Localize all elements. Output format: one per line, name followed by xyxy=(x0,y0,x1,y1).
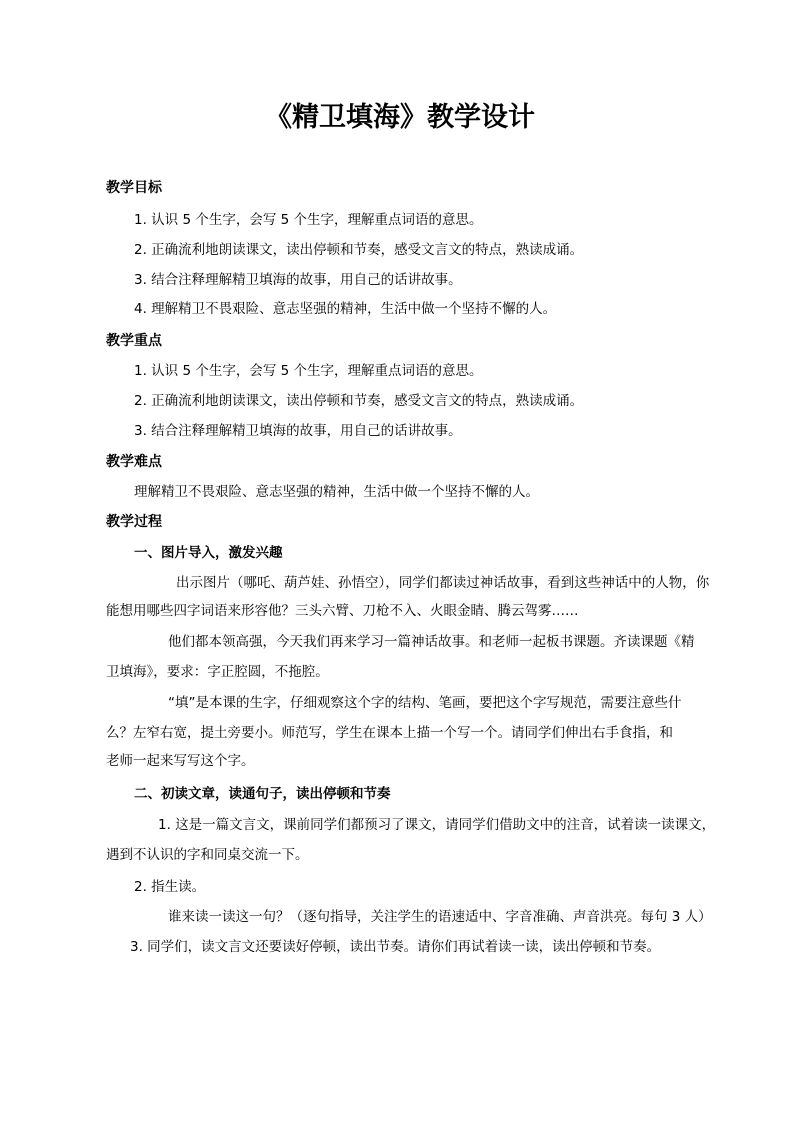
goal-item: 2. 正确流利地朗读课文，读出停顿和节奏，感受文言文的特点，熟读成诵。 xyxy=(134,242,584,258)
focus-item: 1. 认识 5 个生字，会写 5 个生字，理解重点词语的意思。 xyxy=(134,363,483,379)
paragraph-line: 谁来读一读这一句？（逐句指导，关注学生的语速适中、字音准确、声音洪亮。每句 3 人） xyxy=(168,909,712,925)
document-title: 《精卫填海》教学设计 xyxy=(265,102,535,133)
part1-heading: 一、图片导入，激发兴趣 xyxy=(134,545,283,561)
goals-heading: 教学目标 xyxy=(106,180,162,196)
paragraph-line: 他们都本领高强，今天我们再来学习一篇神话故事。和老师一起板书课题。齐读课题《精 xyxy=(168,634,695,650)
paragraph-line: 卫填海》，要求：字正腔圆，不拖腔。 xyxy=(106,664,329,680)
paragraph-line: 遇到不认识的字和同桌交流一下。 xyxy=(106,847,309,863)
part2-heading: 二、初读文章，读通句子，读出停顿和节奏 xyxy=(134,786,391,802)
paragraph-line: 能想用哪些四字词语来形容他？三头六臂、刀枪不入、火眼金睛、腾云驾雾…… xyxy=(106,603,579,619)
goal-item: 3. 结合注释理解精卫填海的故事，用自己的话讲故事。 xyxy=(134,272,462,288)
paragraph-line: 3. 同学们，读文言文还要读好停顿，读出节奏。请你们再试着读一读，读出停顿和节奏。 xyxy=(130,939,661,955)
difficulty-heading: 教学难点 xyxy=(106,454,162,470)
goal-item: 1. 认识 5 个生字，会写 5 个生字，理解重点词语的意思。 xyxy=(134,212,483,228)
focus-item: 3. 结合注释理解精卫填海的故事，用自己的话讲故事。 xyxy=(134,423,462,439)
process-heading: 教学过程 xyxy=(106,514,162,530)
focus-item: 2. 正确流利地朗读课文，读出停顿和节奏，感受文言文的特点，熟读成诵。 xyxy=(134,393,584,409)
paragraph-line: 1. 这是一篇文言文，课前同学们都预习了课文，请同学们借助文中的注音，试着读一读课文， xyxy=(158,817,716,833)
focus-heading: 教学重点 xyxy=(106,333,162,349)
paragraph-line: 2. 指生读。 xyxy=(134,879,206,895)
paragraph-line: “填”是本课的生字，仔细观察这个字的结构、笔画，要把这个字写规范，需要注意些什 xyxy=(168,695,682,711)
paragraph-line: 么？左窄右宽，提土旁要小。师范写，学生在课本上描一个写一个。请同学们伸出右手食指，和 xyxy=(106,725,673,741)
goal-item: 4. 理解精卫不畏艰险、意志坚强的精神，生活中做一个坚持不懈的人。 xyxy=(134,301,557,317)
paragraph-line: 出示图片（哪吒、葫芦娃、孙悟空），同学们都读过神话故事，看到这些神话中的人物，你 xyxy=(176,575,710,591)
paragraph-line: 老师一起来写写这个字。 xyxy=(106,753,255,769)
difficulty-text: 理解精卫不畏艰险、意志坚强的精神，生活中做一个坚持不懈的人。 xyxy=(134,484,539,500)
